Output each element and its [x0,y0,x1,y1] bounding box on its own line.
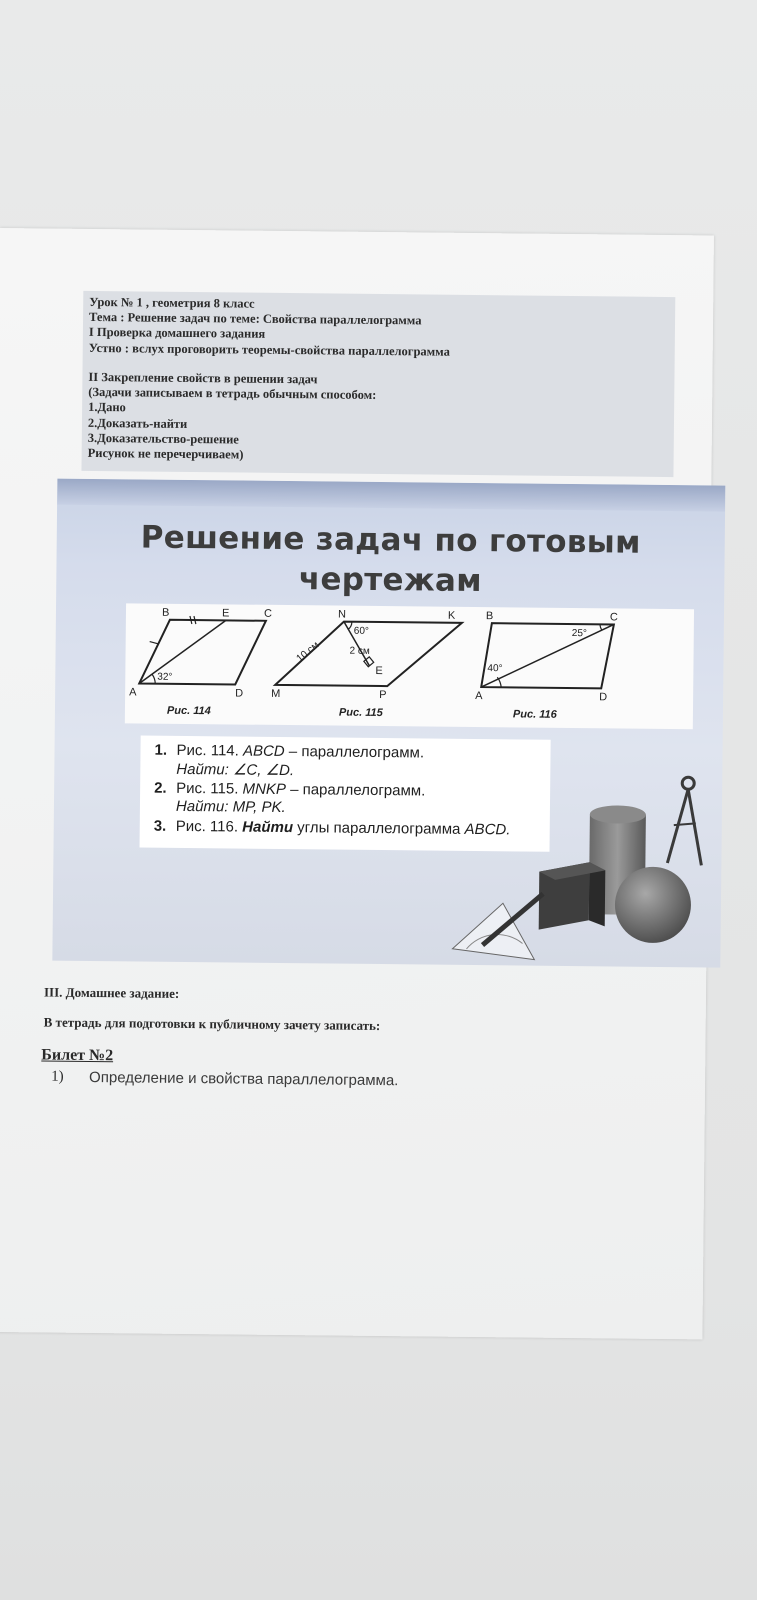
lesson-topic: Тема : Решение задач по теме: Свойства параллелограмма [89,309,422,328]
task-1-rest: – параллелограмм. [284,743,425,762]
label-c-114: C [263,607,272,620]
task-2-lead: Рис. 115. [176,779,243,798]
height-2cm-115: 2 см [349,645,370,657]
task-2 [154,780,425,800]
slide-image [52,479,725,968]
step-solution: 3.Доказательство-решение [87,430,239,447]
compass-tool [667,777,702,865]
task-2-rest: – параллелограмм. [285,781,426,800]
lesson-header-block [81,291,675,477]
task-2-figure-name: MNKP [242,780,287,799]
label-e-115: E [375,664,383,678]
ticket-item-text: Определение и свойства параллелограмма. [89,1068,399,1090]
task-2-find-label: Найти [175,797,225,816]
label-n-115: N [337,608,346,621]
label-p-115: P [379,688,387,702]
figures-drawing [125,603,694,729]
task-1-lead: Рис. 114. [176,741,244,760]
task-1 [154,742,424,762]
label-d-116: D [599,691,608,704]
task-3-lead: Рис. 116. [175,817,243,836]
paper-sheet [0,228,714,1339]
task-3-find-word: Найти [242,818,294,837]
label-k-115: K [447,609,456,622]
section-one: I Проверка домашнего задания [88,324,266,341]
step-prove: 2.Доказать-найти [87,415,188,431]
oral-task: Устно : вслух проговорить теоремы-свойства параллелограмма [88,340,450,359]
task-2-find [176,798,286,816]
task-3-rest: углы параллелограмма [292,819,465,838]
caption-115: Рис. 115 [338,706,383,720]
label-b-114: B [161,606,170,619]
slide-top-band [57,479,725,512]
instruction-line: (Задачи записываем в тетрадь обычным способом: [88,384,377,402]
angle-60-115: 60° [353,625,369,637]
figures-panel [125,603,694,729]
angle-25-116: 25° [571,628,587,640]
bisector-ae [139,619,226,684]
figure-116 [481,623,614,688]
caption-114: Рис. 114 [166,704,211,718]
geometry-tools-decoration [442,753,722,968]
label-a-116: A [475,690,483,703]
section-two: II Закрепление свойств в решении задач [88,369,318,387]
task-3-num: 3. [153,817,167,835]
label-a-114: A [129,686,137,699]
diagonal-ac-116 [481,623,614,688]
label-d-114: D [235,687,244,700]
label-b-116: B [485,610,494,623]
angle-40-116: 40° [487,663,503,675]
task-1-num: 1. [154,741,168,759]
label-m-115: M [271,687,281,700]
task-2-find-value: : MP, PK. [224,798,286,817]
caption-116: Рис. 116 [512,708,557,721]
ticket-item-number: 1) [51,1068,64,1085]
task-1-find [176,760,294,779]
lesson-number: Урок № 1 , геометрия 8 класс [89,294,255,311]
label-c-116: C [609,611,618,624]
no-redraw-note: Рисунок не перечерчиваем) [87,445,244,462]
homework-heading: III. Домашнее задание: [43,984,180,1001]
step-given: 1.Дано [88,399,126,415]
task-1-figure-name: ABCD [242,742,285,761]
task-1-find-label: Найти [176,760,225,779]
task-3-figure-name: ABCD. [464,820,511,839]
task-2-num: 2. [154,779,167,797]
ticket-title: Билет №2 [41,1046,114,1065]
slide-title-line1: Решение задач по готовым [140,519,641,561]
homework-instruction: В тетрадь для подготовки к публичному зачету записать: [43,1014,381,1034]
side-10cm-115: 10 см [294,639,322,665]
slide-title-line2: чертежам [298,561,483,600]
label-e-114: E [221,607,230,620]
task-1-find-value: : ∠C, ∠D. [224,761,295,780]
angle-32-114: 32° [157,671,173,683]
